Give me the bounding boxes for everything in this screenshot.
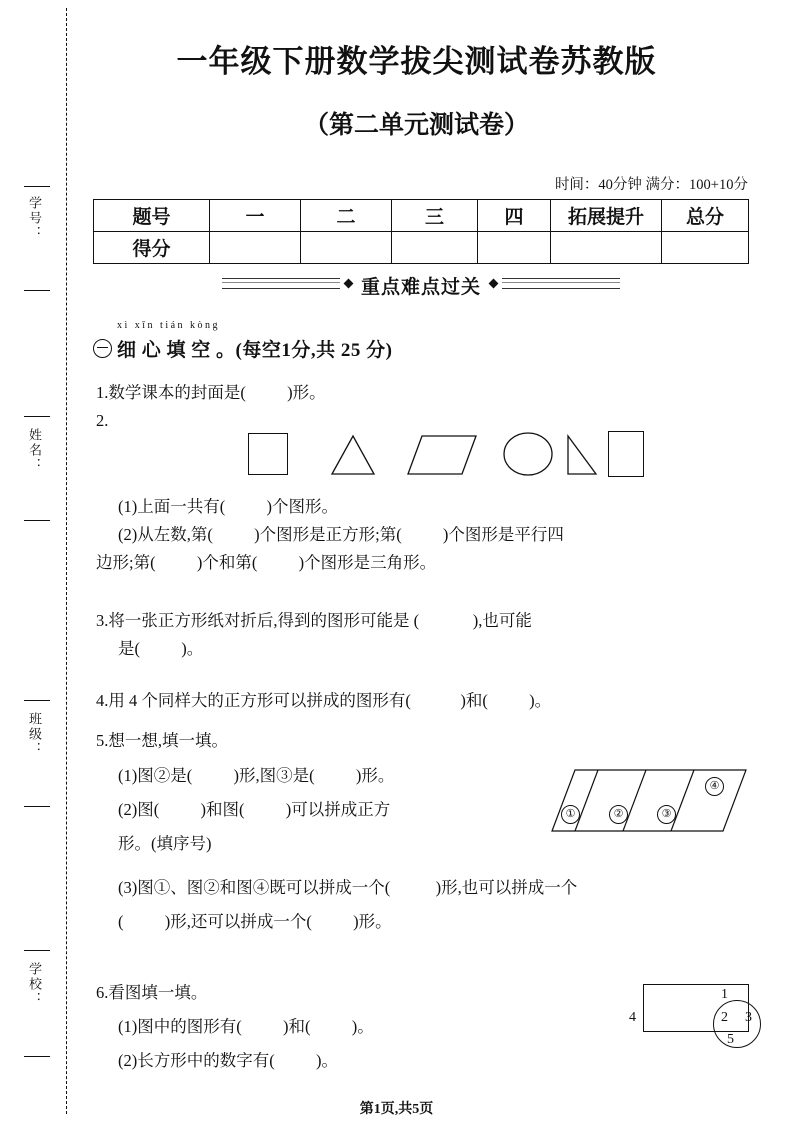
rect-circle-figure xyxy=(629,982,765,1054)
question-6-2: (2)长方形中的数字有( )。 xyxy=(118,1051,338,1070)
score-table-label-1: 得分 xyxy=(94,232,210,264)
question-2-label: 2. xyxy=(96,411,109,430)
side-rule-1 xyxy=(24,186,50,187)
score-table-col-5: 总分 xyxy=(662,200,749,232)
score-cell-2[interactable] xyxy=(392,232,478,264)
question-1: 1.数学课本的封面是( )形。 xyxy=(96,383,326,402)
fig6-number-2: 2 xyxy=(721,1010,728,1025)
diamond-icon-right xyxy=(489,279,499,289)
score-table-col-1: 二 xyxy=(301,200,392,232)
fig6-number-3: 3 xyxy=(745,1010,752,1025)
score-table-col-4: 拓展提升 xyxy=(551,200,662,232)
shapes-svg xyxy=(240,428,620,478)
banner-text: 重点难点过关 xyxy=(360,277,481,298)
question-2-3: 边形;第( )个和第( )个图形是三角形。 xyxy=(96,553,437,572)
label-part-1: ① xyxy=(561,805,580,824)
circle-dash-icon xyxy=(93,339,112,358)
table-row-header xyxy=(94,200,749,232)
side-rule-6 xyxy=(24,806,50,807)
question-5-2: (2)图( )和图( )可以拼成正方 xyxy=(118,800,391,819)
score-cell-3[interactable] xyxy=(478,232,551,264)
label-part-4: ④ xyxy=(705,777,724,796)
question-5-label: 5.想一想,填一填。 xyxy=(96,731,228,750)
parallelogram-figure xyxy=(549,765,749,835)
section-banner xyxy=(93,272,749,300)
side-rule-8 xyxy=(24,1056,50,1057)
score-cell-5[interactable] xyxy=(662,232,749,264)
pinyin-annotation: xì xīn tián kòng xyxy=(117,320,221,331)
side-label-class: 班级： xyxy=(27,712,42,757)
score-cell-4[interactable] xyxy=(551,232,662,264)
score-cell-1[interactable] xyxy=(301,232,392,264)
question-5-3: 形。(填序号) xyxy=(118,834,212,853)
score-table xyxy=(93,199,749,264)
score-cell-0[interactable] xyxy=(210,232,301,264)
rectangle-shape xyxy=(608,431,644,477)
side-label-school: 学校： xyxy=(27,962,42,1007)
parallelogram-svg xyxy=(549,765,749,835)
page-footer: 第1页,共5页 xyxy=(359,1102,434,1117)
margin-dashed-line xyxy=(66,8,67,1114)
question-3-2: 是( )。 xyxy=(118,639,204,658)
side-rule-7 xyxy=(24,950,50,951)
score-table-col-2: 三 xyxy=(392,200,478,232)
banner-rule-right xyxy=(502,278,620,289)
fig6-number-5: 5 xyxy=(727,1032,734,1047)
page-subtitle: （第二单元测试卷） xyxy=(303,112,529,139)
score-table-label-0: 题号 xyxy=(94,200,210,232)
score-table-col-0: 一 xyxy=(210,200,301,232)
question-2-2: (2)从左数,第( )个图形是正方形;第( )个图形是平行四 xyxy=(118,525,564,544)
fig6-number-4: 4 xyxy=(629,1010,636,1025)
question-3-1: 3.将一张正方形纸对折后,得到的图形可能是 ( ),也可能 xyxy=(96,611,532,630)
section-1-heading xyxy=(93,335,392,362)
question-5-1: (1)图②是( )形,图③是( )形。 xyxy=(118,766,395,785)
score-table-col-3: 四 xyxy=(478,200,551,232)
page-title: 一年级下册数学拔尖测试卷苏教版 xyxy=(176,44,657,79)
question-4: 4.用 4 个同样大的正方形可以拼成的图形有( )和( )。 xyxy=(96,691,552,710)
question-2-1: (1)上面一共有( )个图形。 xyxy=(118,497,338,516)
side-rule-5 xyxy=(24,700,50,701)
banner-rule-left xyxy=(222,278,340,289)
side-rule-4 xyxy=(24,520,50,521)
question-5-4: (3)图①、图②和图④既可以拼成一个( )形,也可以拼成一个 xyxy=(118,878,578,897)
shapes-row-figure xyxy=(240,428,620,478)
label-part-3: ③ xyxy=(657,805,676,824)
label-part-2: ② xyxy=(609,805,628,824)
table-row-score xyxy=(94,232,749,264)
diamond-icon-left xyxy=(344,279,354,289)
exam-meta: 时间：40分钟 满分：100+10分 xyxy=(554,177,748,193)
side-label-student-id: 学号： xyxy=(27,196,42,241)
question-6-1: (1)图中的图形有( )和( )。 xyxy=(118,1017,374,1036)
section-1-heading-text: 细 心 填 空 。(每空1分,共 25 分) xyxy=(117,340,393,361)
side-label-name: 姓名： xyxy=(27,428,42,473)
question-5-5: ( )形,还可以拼成一个( )形。 xyxy=(118,912,392,931)
side-rule-3 xyxy=(24,416,50,417)
question-6-label: 6.看图填一填。 xyxy=(96,983,208,1002)
fig6-number-1: 1 xyxy=(721,987,728,1002)
side-rule-2 xyxy=(24,290,50,291)
